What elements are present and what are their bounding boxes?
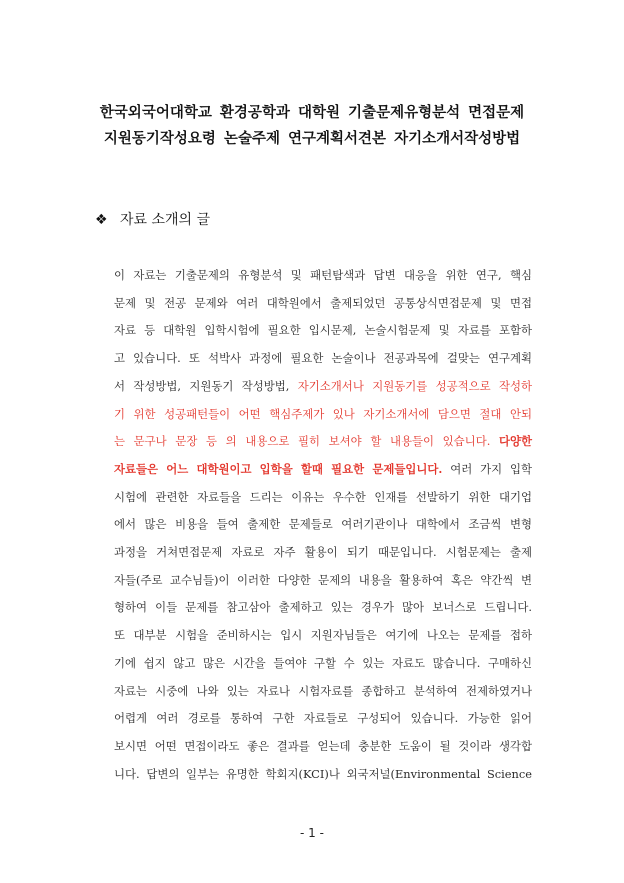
text-run: 문제 및 전공 문제와 여러 대학원에서 출제되었던 공통상식면접문제 및 면접 <box>114 295 532 310</box>
highlighted-text-run: 다양한 <box>498 434 532 449</box>
paragraph-line <box>114 262 532 290</box>
paragraph-line <box>114 678 532 706</box>
text-run: 시험에 관련한 자료들을 드리는 이유는 우수한 인재를 선발하기 위한 대기업 <box>114 489 532 504</box>
text-run: 자들(주로 교수님들)이 이러한 다양한 문제의 내용을 활용하여 혹은 약간씩 변 <box>114 572 532 587</box>
text-run: 고 있습니다. 또 석박사 과정에 필요한 논술이나 전공과목에 걸맞는 연구계획 <box>114 351 532 366</box>
highlighted-text-run: 는 문구나 문장 등 의 내용으로 필히 보셔야 할 내용들이 있습니다. <box>114 434 499 449</box>
text-run: 어렵게 여러 경로를 통하여 구한 자료들로 구성되어 있습니다. 가능한 읽어 <box>114 711 532 726</box>
text-run: 기에 쉽지 않고 많은 시간을 들여야 구할 수 있는 자료도 많습니다. 구매하신 <box>114 655 532 670</box>
highlighted-text-run: 기 위한 성공패턴들이 어떤 핵심주제가 있나 자기소개서에 담으면 절대 안되 <box>114 406 532 421</box>
text-run: 여러 가지 입학 <box>442 461 532 476</box>
text-run: 과정을 거쳐면접문제 자료로 자주 활용이 되기 때문입니다. 시험문제는 출제 <box>114 545 532 560</box>
paragraph-line <box>114 373 532 401</box>
paragraph-line <box>114 428 532 456</box>
page-number: - 1 - <box>300 826 324 840</box>
text-run: 자료는 시중에 나와 있는 자료나 시험자료를 종합하고 분석하여 전제하였거나 <box>114 683 532 698</box>
text-run: 자료 등 대학원 입학시험에 필요한 입시문제, 논술시험문제 및 자료를 포함하 <box>114 323 532 338</box>
highlighted-text-run: 자기소개서나 지원동기를 성공적으로 작성하 <box>297 378 532 393</box>
section-heading <box>95 209 210 229</box>
paragraph-line <box>114 317 532 345</box>
text-run: 에서 많은 비용을 들여 출제한 문제들로 여러기관이나 대학에서 조금씩 변형 <box>114 517 532 532</box>
document-title-line-1: 한국외국어대학교 환경공학과 대학원 기출문제유형분석 면접문제 <box>99 105 525 121</box>
paragraph-line <box>114 290 532 318</box>
highlighted-text-run: 자료들은 어느 대학원이고 입학을 할때 필요한 문제들입니다. <box>114 461 443 476</box>
text-run: 또 대부분 시험을 준비하시는 입시 지원자님들은 여기에 나오는 문제를 접하 <box>114 628 532 643</box>
document-title-line-2: 지원동기작성요령 논술주제 연구계획서견본 자기소개서작성방법 <box>103 131 521 147</box>
paragraph-line <box>114 484 532 512</box>
paragraph-line <box>114 511 532 539</box>
body-paragraph <box>114 262 532 788</box>
text-run: 니다. 답변의 일부는 유명한 학회지(KCI)나 외국저널(Environmental Science <box>114 766 532 781</box>
paragraph-line <box>114 401 532 429</box>
paragraph-line <box>114 761 532 789</box>
paragraph-line <box>114 650 532 678</box>
text-run: 보시면 어떤 면접이라도 좋은 결과를 얻는데 충분한 도움이 될 것이라 생각합 <box>114 738 532 753</box>
paragraph-line <box>114 622 532 650</box>
paragraph-line <box>114 594 532 622</box>
text-run: 이 자료는 기출문제의 유형분석 및 패턴탐색과 답변 대응을 위한 연구, 핵심 <box>114 268 532 282</box>
diamond-bullet-icon: ❖ <box>95 212 108 228</box>
paragraph-line <box>114 539 532 567</box>
paragraph-line <box>114 733 532 761</box>
section-heading-text: 자료 소개의 글 <box>120 212 211 228</box>
paragraph-line <box>114 345 532 373</box>
paragraph-line <box>114 705 532 733</box>
text-run: 형하여 이들 문제를 참고삼아 출제하고 있는 경우가 많아 보너스로 드립니다. <box>114 600 532 615</box>
text-run: 서 작성방법, 지원동기 작성방법, <box>114 378 298 393</box>
paragraph-line <box>114 567 532 595</box>
paragraph-line <box>114 456 532 484</box>
